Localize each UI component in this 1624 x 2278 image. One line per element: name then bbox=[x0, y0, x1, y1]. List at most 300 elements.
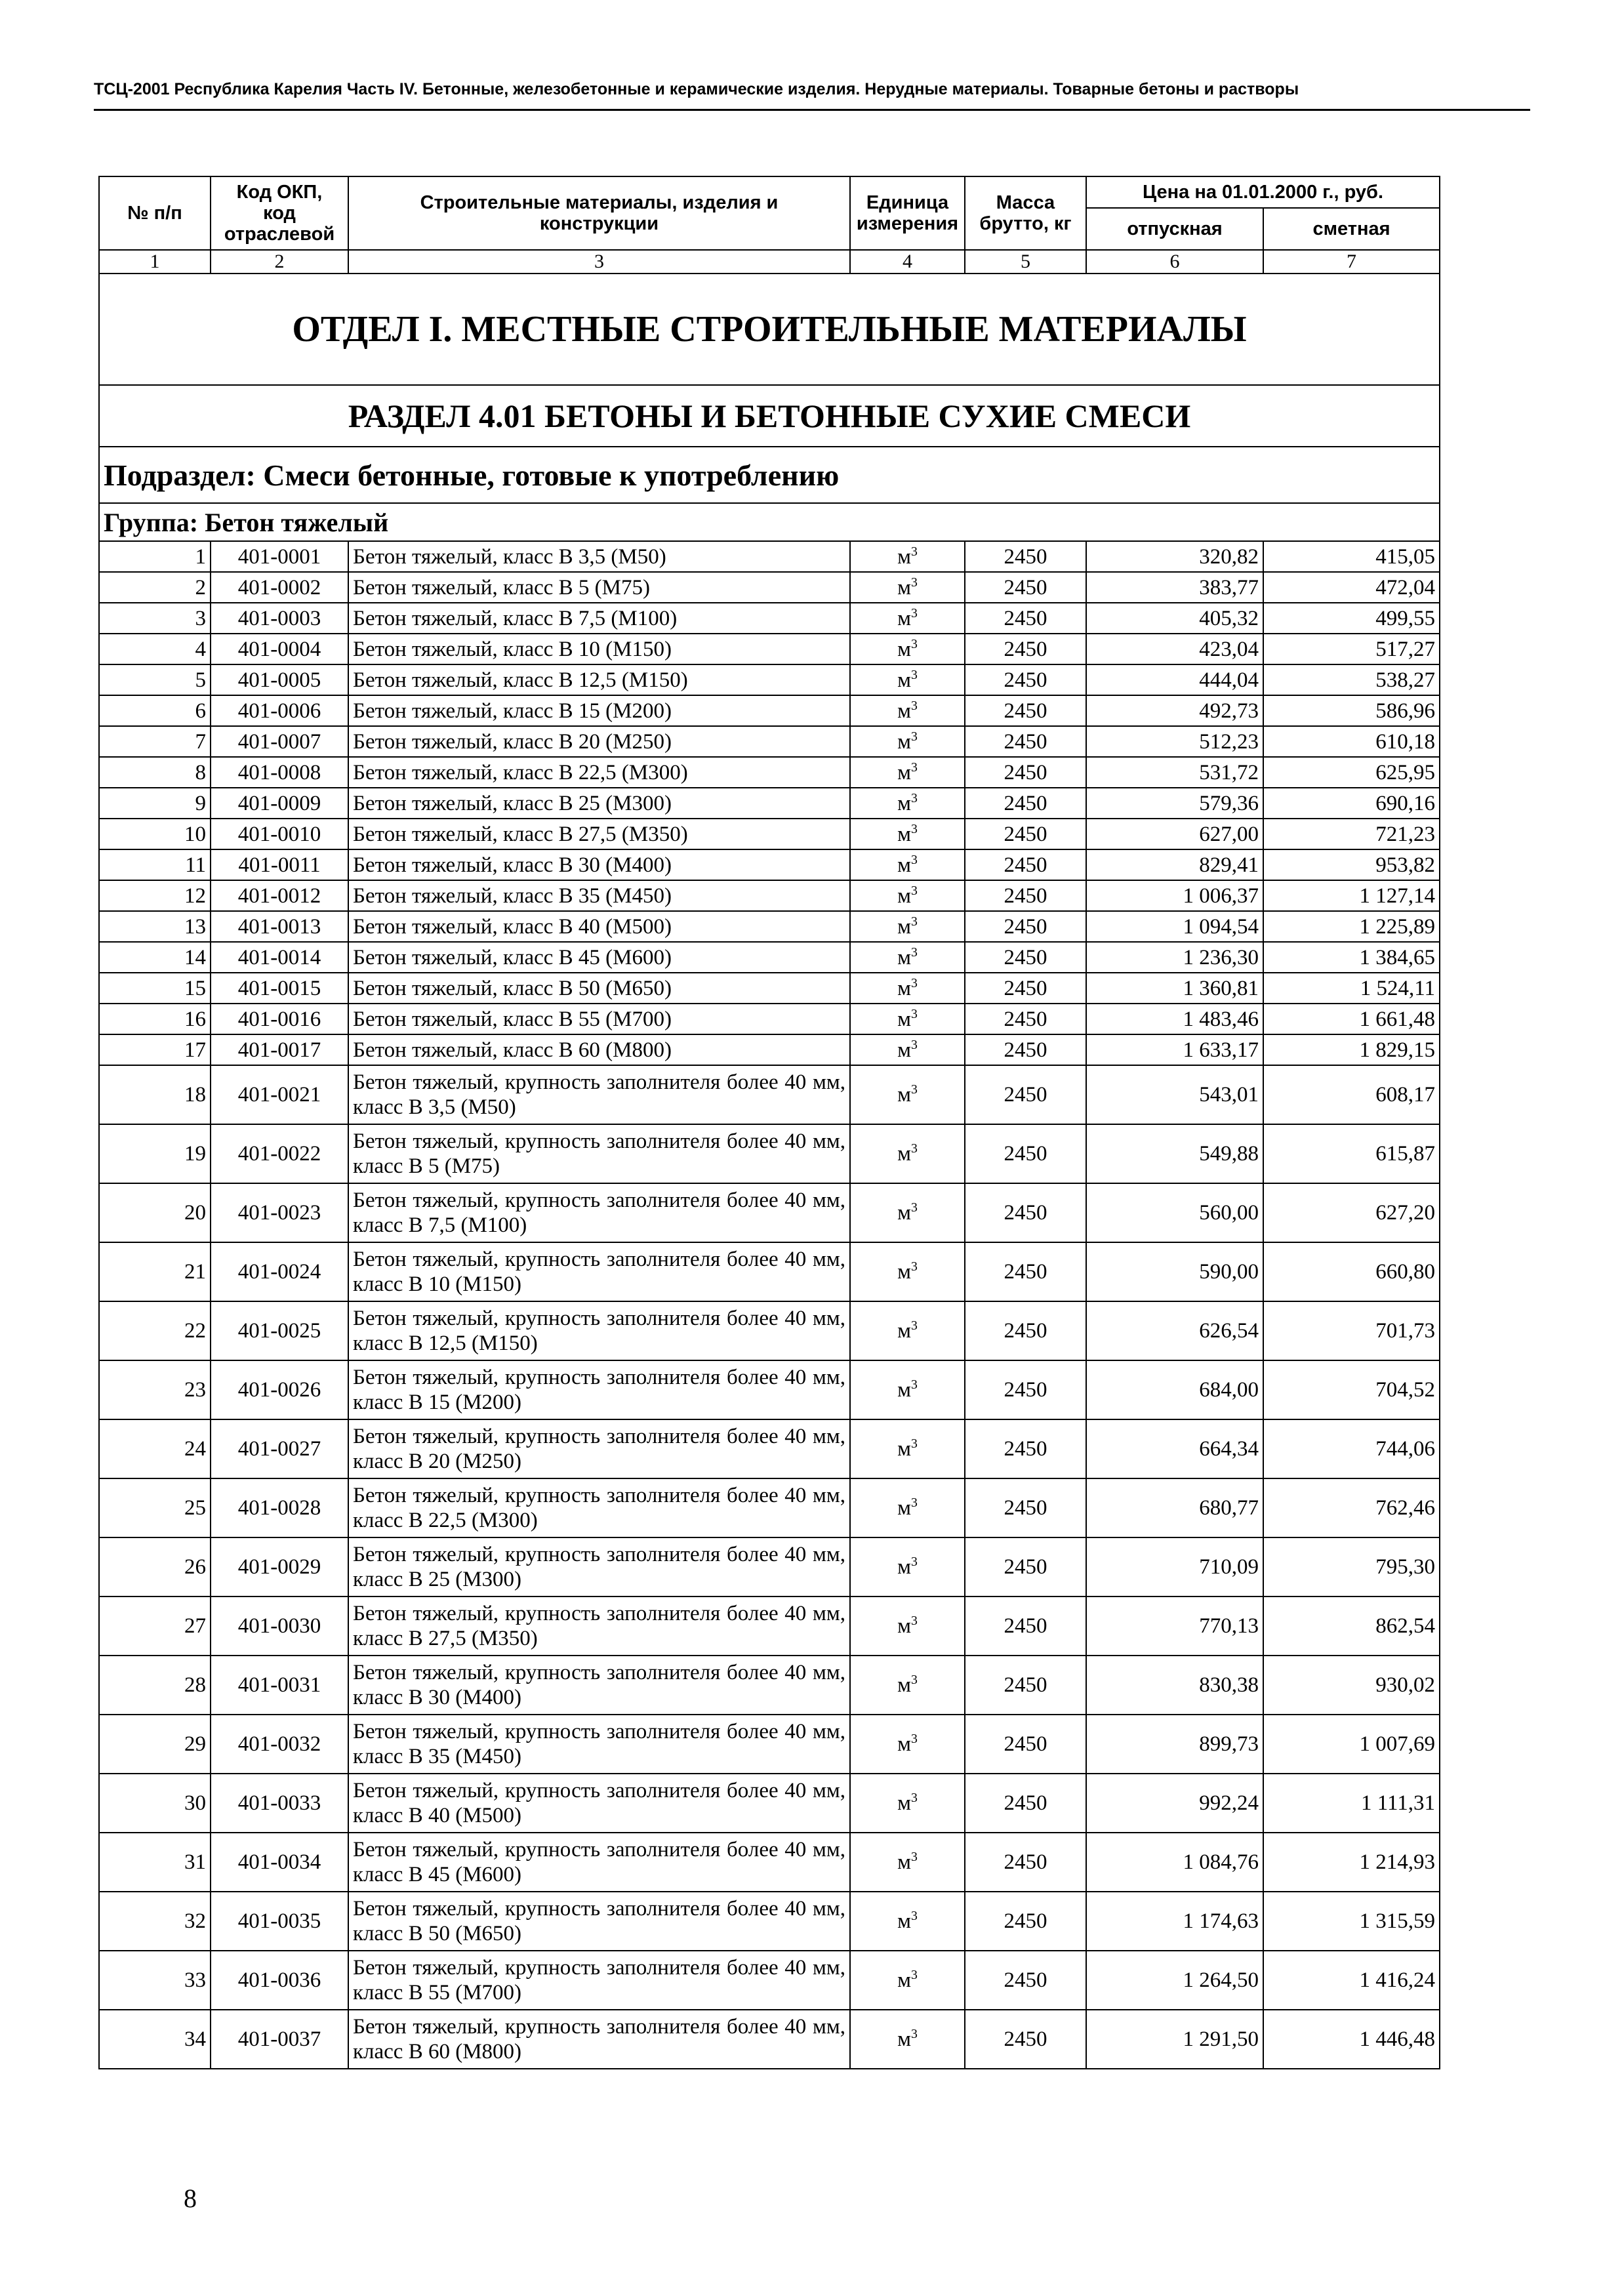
unit-base: м bbox=[897, 575, 911, 600]
estimate-price: 1 446,48 bbox=[1263, 2010, 1440, 2069]
unit bbox=[850, 942, 965, 973]
unit-power: 3 bbox=[911, 575, 918, 590]
estimate-price: 862,54 bbox=[1263, 1597, 1440, 1656]
column-header-row bbox=[99, 176, 1440, 208]
material-name: Бетон тяжелый, крупность заполнителя более 40 мм, класс В 10 (М150) bbox=[348, 1242, 850, 1301]
unit-power: 3 bbox=[911, 1909, 918, 1923]
mass-gross: 2450 bbox=[965, 664, 1086, 695]
row-number: 11 bbox=[99, 849, 211, 880]
col-material-header bbox=[348, 176, 850, 250]
release-price: 626,54 bbox=[1086, 1301, 1263, 1360]
col-material-line2: конструкции bbox=[539, 213, 659, 234]
unit-power: 3 bbox=[911, 1141, 918, 1156]
unit-power: 3 bbox=[911, 1673, 918, 1687]
okp-code: 401-0002 bbox=[211, 572, 348, 603]
row-number: 14 bbox=[99, 942, 211, 973]
okp-code: 401-0009 bbox=[211, 788, 348, 819]
row-number: 9 bbox=[99, 788, 211, 819]
estimate-price: 1 127,14 bbox=[1263, 880, 1440, 911]
material-name: Бетон тяжелый, крупность заполнителя более 40 мм, класс В 25 (М300) bbox=[348, 1537, 850, 1597]
mass-gross: 2450 bbox=[965, 1833, 1086, 1892]
material-name: Бетон тяжелый, класс В 25 (М300) bbox=[348, 788, 850, 819]
okp-code: 401-0026 bbox=[211, 1360, 348, 1419]
okp-code: 401-0021 bbox=[211, 1065, 348, 1124]
mass-gross: 2450 bbox=[965, 695, 1086, 726]
row-number: 13 bbox=[99, 911, 211, 942]
unit bbox=[850, 1004, 965, 1034]
table-row bbox=[99, 1478, 1440, 1537]
table-row bbox=[99, 1951, 1440, 2010]
estimate-price: 1 416,24 bbox=[1263, 1951, 1440, 2010]
row-number: 21 bbox=[99, 1242, 211, 1301]
estimate-price: 1 661,48 bbox=[1263, 1004, 1440, 1034]
material-name: Бетон тяжелый, крупность заполнителя более 40 мм, класс В 12,5 (М150) bbox=[348, 1301, 850, 1360]
col-unit-line2: измерения bbox=[856, 213, 959, 234]
row-number: 33 bbox=[99, 1951, 211, 2010]
okp-code: 401-0001 bbox=[211, 541, 348, 572]
okp-code: 401-0032 bbox=[211, 1715, 348, 1774]
row-number: 25 bbox=[99, 1478, 211, 1537]
unit bbox=[850, 1065, 965, 1124]
unit-power: 3 bbox=[911, 1377, 918, 1392]
table-row bbox=[99, 2010, 1440, 2069]
unit-base: м bbox=[897, 668, 911, 692]
estimate-price: 608,17 bbox=[1263, 1065, 1440, 1124]
unit-base: м bbox=[897, 945, 911, 969]
mass-gross: 2450 bbox=[965, 1419, 1086, 1478]
unit-base: м bbox=[897, 606, 911, 630]
mass-gross: 2450 bbox=[965, 2010, 1086, 2069]
unit-power: 3 bbox=[911, 1006, 918, 1021]
release-price: 1 094,54 bbox=[1086, 911, 1263, 942]
row-number: 28 bbox=[99, 1656, 211, 1715]
release-price: 710,09 bbox=[1086, 1537, 1263, 1597]
mass-gross: 2450 bbox=[965, 603, 1086, 634]
okp-code: 401-0008 bbox=[211, 757, 348, 788]
unit-base: м bbox=[897, 853, 911, 877]
unit-power: 3 bbox=[911, 883, 918, 898]
release-price: 1 633,17 bbox=[1086, 1034, 1263, 1065]
col-unit-header bbox=[850, 176, 965, 250]
estimate-price: 1 315,59 bbox=[1263, 1892, 1440, 1951]
material-name: Бетон тяжелый, крупность заполнителя более 40 мм, класс В 45 (М600) bbox=[348, 1833, 850, 1892]
unit-power: 3 bbox=[911, 1082, 918, 1097]
col-mass-header bbox=[965, 176, 1086, 250]
row-number: 24 bbox=[99, 1419, 211, 1478]
okp-code: 401-0033 bbox=[211, 1774, 348, 1833]
okp-code: 401-0006 bbox=[211, 695, 348, 726]
row-number: 12 bbox=[99, 880, 211, 911]
table-row bbox=[99, 973, 1440, 1004]
mass-gross: 2450 bbox=[965, 880, 1086, 911]
unit-base: м bbox=[897, 1437, 911, 1461]
unit-base: м bbox=[897, 1201, 911, 1225]
okp-code: 401-0014 bbox=[211, 942, 348, 973]
unit-power: 3 bbox=[911, 821, 918, 836]
release-price: 492,73 bbox=[1086, 695, 1263, 726]
unit bbox=[850, 1892, 965, 1951]
unit-base: м bbox=[897, 1083, 911, 1107]
unit bbox=[850, 1124, 965, 1183]
release-price: 320,82 bbox=[1086, 541, 1263, 572]
col-unit-line1: Единица bbox=[866, 192, 949, 213]
release-price: 1 360,81 bbox=[1086, 973, 1263, 1004]
estimate-price: 472,04 bbox=[1263, 572, 1440, 603]
table-row bbox=[99, 1360, 1440, 1419]
okp-code: 401-0016 bbox=[211, 1004, 348, 1034]
mass-gross: 2450 bbox=[965, 541, 1086, 572]
unit-base: м bbox=[897, 1260, 911, 1284]
row-number: 30 bbox=[99, 1774, 211, 1833]
release-price: 899,73 bbox=[1086, 1715, 1263, 1774]
col-okp-line3: отраслевой bbox=[224, 224, 335, 245]
material-name: Бетон тяжелый, крупность заполнителя более 40 мм, класс В 40 (М500) bbox=[348, 1774, 850, 1833]
release-price: 627,00 bbox=[1086, 819, 1263, 849]
unit-power: 3 bbox=[911, 1037, 918, 1052]
material-name: Бетон тяжелый, класс В 45 (М600) bbox=[348, 942, 850, 973]
material-name: Бетон тяжелый, класс В 30 (М400) bbox=[348, 849, 850, 880]
unit-base: м bbox=[897, 1142, 911, 1166]
mass-gross: 2450 bbox=[965, 1034, 1086, 1065]
mass-gross: 2450 bbox=[965, 1537, 1086, 1597]
material-name: Бетон тяжелый, крупность заполнителя более 40 мм, класс В 35 (М450) bbox=[348, 1715, 850, 1774]
release-price: 1 483,46 bbox=[1086, 1004, 1263, 1034]
release-price: 684,00 bbox=[1086, 1360, 1263, 1419]
unit-power: 3 bbox=[911, 852, 918, 867]
mass-gross: 2450 bbox=[965, 1656, 1086, 1715]
unit bbox=[850, 880, 965, 911]
group-title: Группа: Бетон тяжелый bbox=[99, 503, 1440, 541]
unit-power: 3 bbox=[911, 729, 918, 744]
running-header: ТСЦ-2001 Республика Карелия Часть IV. Бетонные, железобетонные и керамические изделия. Нерудные материалы. Товарные бетоны и растворы bbox=[94, 80, 1299, 98]
release-price: 830,38 bbox=[1086, 1656, 1263, 1715]
table-row bbox=[99, 911, 1440, 942]
okp-code: 401-0035 bbox=[211, 1892, 348, 1951]
mass-gross: 2450 bbox=[965, 1124, 1086, 1183]
unit-power: 3 bbox=[911, 790, 918, 805]
unit bbox=[850, 1242, 965, 1301]
estimate-price: 1 829,15 bbox=[1263, 1034, 1440, 1065]
unit bbox=[850, 1478, 965, 1537]
mass-gross: 2450 bbox=[965, 911, 1086, 942]
col-mass-line2: брутто, кг bbox=[979, 213, 1072, 234]
mass-gross: 2450 bbox=[965, 1301, 1086, 1360]
release-price: 664,34 bbox=[1086, 1419, 1263, 1478]
unit-base: м bbox=[897, 1319, 911, 1343]
material-name: Бетон тяжелый, класс В 35 (М450) bbox=[348, 880, 850, 911]
table-row bbox=[99, 1301, 1440, 1360]
unit bbox=[850, 849, 965, 880]
unit bbox=[850, 634, 965, 664]
unit bbox=[850, 757, 965, 788]
unit bbox=[850, 2010, 965, 2069]
row-number: 2 bbox=[99, 572, 211, 603]
unit-base: м bbox=[897, 1673, 911, 1697]
unit-base: м bbox=[897, 1555, 911, 1579]
material-name: Бетон тяжелый, крупность заполнителя более 40 мм, класс В 30 (М400) bbox=[348, 1656, 850, 1715]
col-num-header: № п/п bbox=[99, 176, 211, 250]
table-row bbox=[99, 819, 1440, 849]
release-price: 405,32 bbox=[1086, 603, 1263, 634]
unit-base: м bbox=[897, 760, 911, 784]
okp-code: 401-0013 bbox=[211, 911, 348, 942]
unit bbox=[850, 695, 965, 726]
unit-power: 3 bbox=[911, 667, 918, 682]
release-price: 531,72 bbox=[1086, 757, 1263, 788]
unit bbox=[850, 603, 965, 634]
table-row bbox=[99, 1242, 1440, 1301]
row-number: 20 bbox=[99, 1183, 211, 1242]
column-number: 7 bbox=[1263, 250, 1440, 274]
unit-power: 3 bbox=[911, 914, 918, 929]
okp-code: 401-0036 bbox=[211, 1951, 348, 2010]
table-row bbox=[99, 1656, 1440, 1715]
unit-power: 3 bbox=[911, 1200, 918, 1215]
unit-base: м bbox=[897, 729, 911, 754]
unit-power: 3 bbox=[911, 1791, 918, 1805]
row-number: 7 bbox=[99, 726, 211, 757]
table-row bbox=[99, 788, 1440, 819]
table-row bbox=[99, 757, 1440, 788]
table-row bbox=[99, 1034, 1440, 1065]
material-name: Бетон тяжелый, класс В 40 (М500) bbox=[348, 911, 850, 942]
estimate-price: 721,23 bbox=[1263, 819, 1440, 849]
estimate-price: 625,95 bbox=[1263, 757, 1440, 788]
unit-base: м bbox=[897, 1909, 911, 1933]
unit bbox=[850, 1183, 965, 1242]
table-row bbox=[99, 942, 1440, 973]
row-number: 31 bbox=[99, 1833, 211, 1892]
row-number: 26 bbox=[99, 1537, 211, 1597]
row-number: 34 bbox=[99, 2010, 211, 2069]
column-number: 4 bbox=[850, 250, 965, 274]
estimate-price: 586,96 bbox=[1263, 695, 1440, 726]
unit bbox=[850, 1419, 965, 1478]
header-rule bbox=[94, 109, 1530, 111]
mass-gross: 2450 bbox=[965, 1951, 1086, 2010]
table-row bbox=[99, 1892, 1440, 1951]
column-numbers-row bbox=[99, 250, 1440, 274]
okp-code: 401-0005 bbox=[211, 664, 348, 695]
table-row bbox=[99, 572, 1440, 603]
row-number: 16 bbox=[99, 1004, 211, 1034]
okp-code: 401-0037 bbox=[211, 2010, 348, 2069]
table-row bbox=[99, 1715, 1440, 1774]
mass-gross: 2450 bbox=[965, 973, 1086, 1004]
estimate-price: 930,02 bbox=[1263, 1656, 1440, 1715]
okp-code: 401-0034 bbox=[211, 1833, 348, 1892]
okp-code: 401-0030 bbox=[211, 1597, 348, 1656]
release-price: 423,04 bbox=[1086, 634, 1263, 664]
unit bbox=[850, 1951, 965, 2010]
table-row bbox=[99, 1774, 1440, 1833]
release-price: 1 264,50 bbox=[1086, 1951, 1263, 2010]
table-row bbox=[99, 1833, 1440, 1892]
release-price: 1 291,50 bbox=[1086, 2010, 1263, 2069]
estimate-price: 627,20 bbox=[1263, 1183, 1440, 1242]
estimate-price: 1 214,93 bbox=[1263, 1833, 1440, 1892]
unit-power: 3 bbox=[911, 1614, 918, 1628]
section-title-row bbox=[99, 385, 1440, 447]
unit-base: м bbox=[897, 1732, 911, 1756]
table-row bbox=[99, 1124, 1440, 1183]
material-name: Бетон тяжелый, класс В 27,5 (М350) bbox=[348, 819, 850, 849]
unit-base: м bbox=[897, 1791, 911, 1815]
material-name: Бетон тяжелый, крупность заполнителя более 40 мм, класс В 20 (М250) bbox=[348, 1419, 850, 1478]
unit-base: м bbox=[897, 1850, 911, 1874]
col-material-line1: Строительные материалы, изделия и bbox=[420, 192, 779, 213]
row-number: 19 bbox=[99, 1124, 211, 1183]
column-number: 5 bbox=[965, 250, 1086, 274]
material-name: Бетон тяжелый, класс В 20 (М250) bbox=[348, 726, 850, 757]
subsection-title: Подраздел: Смеси бетонные, готовые к употреблению bbox=[99, 447, 1440, 503]
release-price: 444,04 bbox=[1086, 664, 1263, 695]
estimate-price: 701,73 bbox=[1263, 1301, 1440, 1360]
division-title: ОТДЕЛ I. МЕСТНЫЕ СТРОИТЕЛЬНЫЕ МАТЕРИАЛЫ bbox=[99, 274, 1440, 385]
col-price-group-header: Цена на 01.01.2000 г., руб. bbox=[1086, 176, 1440, 208]
table-row bbox=[99, 1004, 1440, 1034]
estimate-price: 795,30 bbox=[1263, 1537, 1440, 1597]
okp-code: 401-0031 bbox=[211, 1656, 348, 1715]
unit bbox=[850, 664, 965, 695]
table-row bbox=[99, 1419, 1440, 1478]
mass-gross: 2450 bbox=[965, 757, 1086, 788]
unit-base: м bbox=[897, 976, 911, 1000]
mass-gross: 2450 bbox=[965, 1004, 1086, 1034]
okp-code: 401-0028 bbox=[211, 1478, 348, 1537]
table-row bbox=[99, 541, 1440, 572]
row-number: 23 bbox=[99, 1360, 211, 1419]
unit bbox=[850, 1034, 965, 1065]
mass-gross: 2450 bbox=[965, 849, 1086, 880]
unit-power: 3 bbox=[911, 1318, 918, 1333]
unit-power: 3 bbox=[911, 636, 918, 651]
material-name: Бетон тяжелый, класс В 10 (М150) bbox=[348, 634, 850, 664]
unit bbox=[850, 819, 965, 849]
release-price: 579,36 bbox=[1086, 788, 1263, 819]
mass-gross: 2450 bbox=[965, 819, 1086, 849]
mass-gross: 2450 bbox=[965, 1774, 1086, 1833]
row-number: 5 bbox=[99, 664, 211, 695]
material-name: Бетон тяжелый, класс В 3,5 (М50) bbox=[348, 541, 850, 572]
okp-code: 401-0003 bbox=[211, 603, 348, 634]
material-name: Бетон тяжелый, класс В 7,5 (М100) bbox=[348, 603, 850, 634]
price-table bbox=[98, 176, 1440, 2069]
estimate-price: 1 111,31 bbox=[1263, 1774, 1440, 1833]
mass-gross: 2450 bbox=[965, 942, 1086, 973]
material-name: Бетон тяжелый, крупность заполнителя более 40 мм, класс В 55 (М700) bbox=[348, 1951, 850, 2010]
unit-base: м bbox=[897, 791, 911, 815]
okp-code: 401-0029 bbox=[211, 1537, 348, 1597]
col-release-price-header: отпускная bbox=[1086, 208, 1263, 250]
estimate-price: 610,18 bbox=[1263, 726, 1440, 757]
unit-power: 3 bbox=[911, 975, 918, 990]
column-number: 3 bbox=[348, 250, 850, 274]
estimate-price: 744,06 bbox=[1263, 1419, 1440, 1478]
unit-base: м bbox=[897, 699, 911, 723]
table-row bbox=[99, 1065, 1440, 1124]
unit bbox=[850, 1360, 965, 1419]
release-price: 1 084,76 bbox=[1086, 1833, 1263, 1892]
row-number: 8 bbox=[99, 757, 211, 788]
column-number: 2 bbox=[211, 250, 348, 274]
material-name: Бетон тяжелый, крупность заполнителя более 40 мм, класс В 7,5 (М100) bbox=[348, 1183, 850, 1242]
table-row bbox=[99, 1183, 1440, 1242]
material-name: Бетон тяжелый, крупность заполнителя более 40 мм, класс В 15 (М200) bbox=[348, 1360, 850, 1419]
okp-code: 401-0004 bbox=[211, 634, 348, 664]
unit-power: 3 bbox=[911, 544, 918, 559]
release-price: 680,77 bbox=[1086, 1478, 1263, 1537]
mass-gross: 2450 bbox=[965, 572, 1086, 603]
unit-power: 3 bbox=[911, 1555, 918, 1569]
release-price: 512,23 bbox=[1086, 726, 1263, 757]
okp-code: 401-0007 bbox=[211, 726, 348, 757]
material-name: Бетон тяжелый, крупность заполнителя более 40 мм, класс В 3,5 (М50) bbox=[348, 1065, 850, 1124]
unit bbox=[850, 1833, 965, 1892]
table-row bbox=[99, 726, 1440, 757]
material-name: Бетон тяжелый, класс В 60 (М800) bbox=[348, 1034, 850, 1065]
unit bbox=[850, 726, 965, 757]
unit-power: 3 bbox=[911, 2027, 918, 2041]
unit bbox=[850, 1774, 965, 1833]
estimate-price: 615,87 bbox=[1263, 1124, 1440, 1183]
table-row bbox=[99, 603, 1440, 634]
estimate-price: 1 384,65 bbox=[1263, 942, 1440, 973]
material-name: Бетон тяжелый, класс В 12,5 (М150) bbox=[348, 664, 850, 695]
col-okp-line1: Код ОКП, bbox=[236, 182, 323, 203]
unit bbox=[850, 788, 965, 819]
subsection-title-row bbox=[99, 447, 1440, 503]
unit-power: 3 bbox=[911, 1436, 918, 1451]
estimate-price: 660,80 bbox=[1263, 1242, 1440, 1301]
table-row bbox=[99, 634, 1440, 664]
material-name: Бетон тяжелый, крупность заполнителя более 40 мм, класс В 50 (М650) bbox=[348, 1892, 850, 1951]
release-price: 543,01 bbox=[1086, 1065, 1263, 1124]
unit-base: м bbox=[897, 1007, 911, 1031]
unit-base: м bbox=[897, 1968, 911, 1992]
material-name: Бетон тяжелый, крупность заполнителя более 40 мм, класс В 60 (М800) bbox=[348, 2010, 850, 2069]
mass-gross: 2450 bbox=[965, 1242, 1086, 1301]
mass-gross: 2450 bbox=[965, 1478, 1086, 1537]
okp-code: 401-0023 bbox=[211, 1183, 348, 1242]
unit bbox=[850, 1597, 965, 1656]
unit-base: м bbox=[897, 544, 911, 569]
okp-code: 401-0022 bbox=[211, 1124, 348, 1183]
row-number: 6 bbox=[99, 695, 211, 726]
unit bbox=[850, 541, 965, 572]
unit-power: 3 bbox=[911, 1732, 918, 1746]
row-number: 27 bbox=[99, 1597, 211, 1656]
okp-code: 401-0011 bbox=[211, 849, 348, 880]
unit bbox=[850, 911, 965, 942]
table-row bbox=[99, 880, 1440, 911]
page-number: 8 bbox=[184, 2184, 197, 2213]
estimate-price: 1 007,69 bbox=[1263, 1715, 1440, 1774]
release-price: 1 236,30 bbox=[1086, 942, 1263, 973]
estimate-price: 1 225,89 bbox=[1263, 911, 1440, 942]
unit-power: 3 bbox=[911, 698, 918, 713]
material-name: Бетон тяжелый, класс В 55 (М700) bbox=[348, 1004, 850, 1034]
unit bbox=[850, 572, 965, 603]
mass-gross: 2450 bbox=[965, 1360, 1086, 1419]
column-number: 6 bbox=[1086, 250, 1263, 274]
estimate-price: 499,55 bbox=[1263, 603, 1440, 634]
material-name: Бетон тяжелый, класс В 5 (М75) bbox=[348, 572, 850, 603]
release-price: 829,41 bbox=[1086, 849, 1263, 880]
row-number: 29 bbox=[99, 1715, 211, 1774]
unit-power: 3 bbox=[911, 1968, 918, 1982]
release-price: 549,88 bbox=[1086, 1124, 1263, 1183]
